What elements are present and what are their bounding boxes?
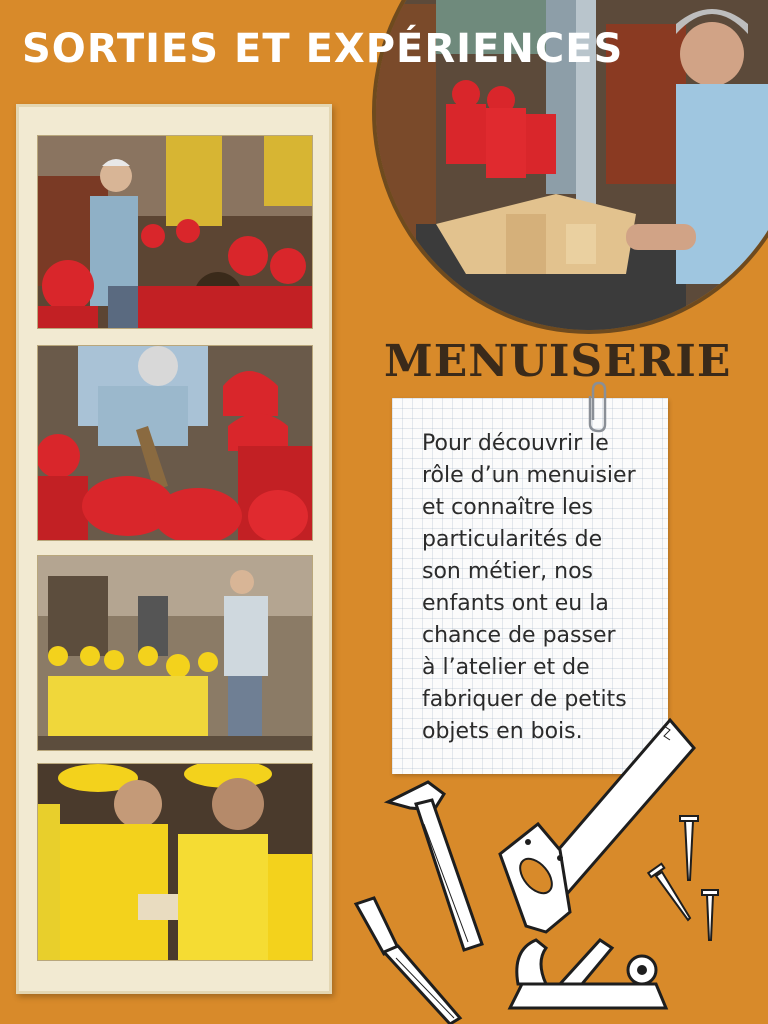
paperclip-icon bbox=[584, 380, 614, 434]
file-icon bbox=[356, 898, 460, 1024]
section-heading: MENUISERIE bbox=[384, 336, 732, 387]
note-line: fabriquer de petits bbox=[422, 687, 627, 712]
hand-plane-icon bbox=[510, 940, 666, 1008]
photo-children-yellow-caps bbox=[37, 555, 313, 751]
note-body bbox=[422, 428, 662, 748]
nail-icon bbox=[648, 816, 718, 940]
tools-illustration bbox=[350, 712, 730, 1024]
note-line: particularités de bbox=[422, 527, 603, 552]
note-line: objets en bois. bbox=[422, 719, 583, 744]
note-line: chance de passer bbox=[422, 623, 616, 648]
note-line: rôle d’un menuisier bbox=[422, 463, 636, 488]
photo-children-holding-wood bbox=[37, 763, 313, 961]
note-line: Pour découvrir le bbox=[422, 431, 609, 456]
photo-carpenter-showing-wood bbox=[37, 345, 313, 541]
page-title: SORTIES ET EXPÉRIENCES bbox=[22, 26, 624, 72]
note-line: et connaître les bbox=[422, 495, 594, 520]
photo-strip bbox=[16, 104, 332, 994]
saw-icon bbox=[500, 720, 694, 932]
photo-carpenter-red-caps bbox=[37, 135, 313, 329]
note-line: enfants ont eu la bbox=[422, 591, 609, 616]
note-line: son métier, nos bbox=[422, 559, 593, 584]
hammer-icon bbox=[388, 782, 482, 950]
note-line: à l’atelier et de bbox=[422, 655, 590, 680]
